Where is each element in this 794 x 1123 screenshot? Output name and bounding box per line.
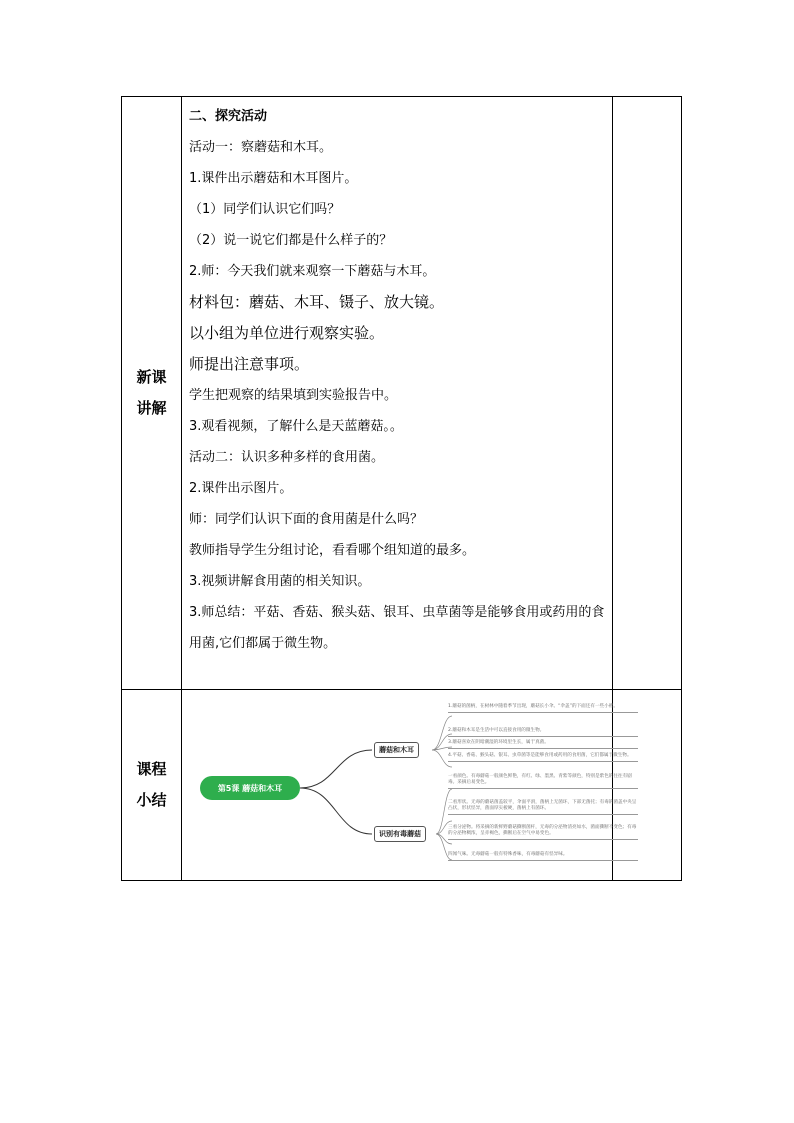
mind-map	[186, 694, 637, 876]
lesson-plan-table	[121, 96, 682, 881]
content-line: 3.观看视频，了解什么是天蓝蘑菇。。	[189, 419, 403, 434]
lecture-content-cell	[182, 97, 613, 690]
content-line: 活动一：察蘑菇和木耳。	[189, 140, 333, 155]
row-label-lecture	[136, 362, 168, 424]
row-label-line: 讲解	[136, 399, 167, 417]
row-label-line: 课程	[136, 760, 167, 778]
content-line: 活动二：认识多种多样的食用菌。	[189, 450, 385, 465]
content-line: 师提出注意事项。	[189, 355, 310, 373]
mind-map-leaf: 二看形状。无毒的蘑菇菌盖较平，伞面平滑，菌柄上无菌环，下部无菌托；有毒的菌盖中央呈凸状，形状怪异，菌面厚实板硬，菌柄上有菌环。	[448, 800, 638, 815]
mind-map-leaf: 4.平菇、香菇、猴头菇、银耳、虫草菌等是能够食用或药用的食用菌，它们都属于微生物。	[448, 753, 638, 762]
row-label-cell	[122, 690, 182, 881]
mind-map-leaf: 2.蘑菇和木耳是生活中可以直接食用的微生物。	[448, 728, 638, 737]
mind-map-branch: 识别有毒蘑菇	[374, 826, 426, 842]
content-line: 3.视频讲解食用菌的相关知识。	[189, 574, 371, 589]
content-line: 以小组为单位进行观察实验。	[189, 324, 385, 342]
content-line: 2.课件出示图片。	[189, 481, 293, 496]
content-line: 学生把观察的结果填到实验报告中。	[189, 388, 398, 403]
table-row-lecture	[122, 97, 682, 690]
row-label-summary	[136, 754, 168, 816]
content-line: 3.师总结：平菇、香菇、猴头菇、银耳、虫草菌等是能够食用或药用的食用菌,它们都属于微生物。	[189, 605, 605, 651]
row-label-line: 新课	[136, 368, 167, 386]
content-line: 材料包：蘑菇、木耳、镊子、放大镜。	[189, 293, 445, 311]
mind-map-branch: 蘑菇和木耳	[374, 742, 419, 758]
section-heading: 二、探究活动	[189, 109, 268, 124]
content-line: 师：同学们认识下面的食用菌是什么吗？	[189, 512, 424, 527]
mind-map-leaf: 3.蘑菇喜欢在阴暗潮湿的环境里生长，属于真菌。	[448, 740, 638, 749]
row-label-line: 小结	[136, 791, 167, 809]
mind-map-leaf: 一看颜色。有毒蘑菇一般颜色鲜艳，有红、绿、墨黑、青紫等颜色，特别是紫色的往往有剧毒。采摘后易变色。	[448, 774, 638, 789]
mind-map-leaf: 1.蘑菇的菌柄，在树林中随着季节出现，蘑菇长小伞。“伞盖”的下面还有一些小褶。	[448, 704, 638, 713]
mind-map-leaf: 三看分泌物。将采摘的新鲜野蘑菇撕断菌杆，无毒的分泌物清亮如水，菌面撕断不变色；有毒的分泌物稠浓，呈赤褐色，撕断后在空气中易变色。	[448, 825, 638, 840]
mind-map-root: 第5课 蘑菇和木耳	[200, 776, 300, 800]
mind-map-leaf: 四闻气味。无毒蘑菇一般有特殊香味，有毒蘑菇有怪异味。	[448, 852, 638, 861]
notes-cell	[613, 97, 682, 690]
content-line: （1）同学们认识它们吗？	[189, 202, 341, 217]
content-line: 教师指导学生分组讨论，看看哪个组知道的最多。	[189, 543, 476, 558]
content-line: 2.师：今天我们就来观察一下蘑菇与木耳。	[189, 264, 436, 279]
summary-mindmap-cell	[182, 690, 637, 881]
row-label-cell	[122, 97, 182, 690]
content-line: （2）说一说它们都是什么样子的？	[189, 233, 393, 248]
table-row-summary	[122, 690, 682, 881]
content-line: 1.课件出示蘑菇和木耳图片。	[189, 171, 358, 186]
